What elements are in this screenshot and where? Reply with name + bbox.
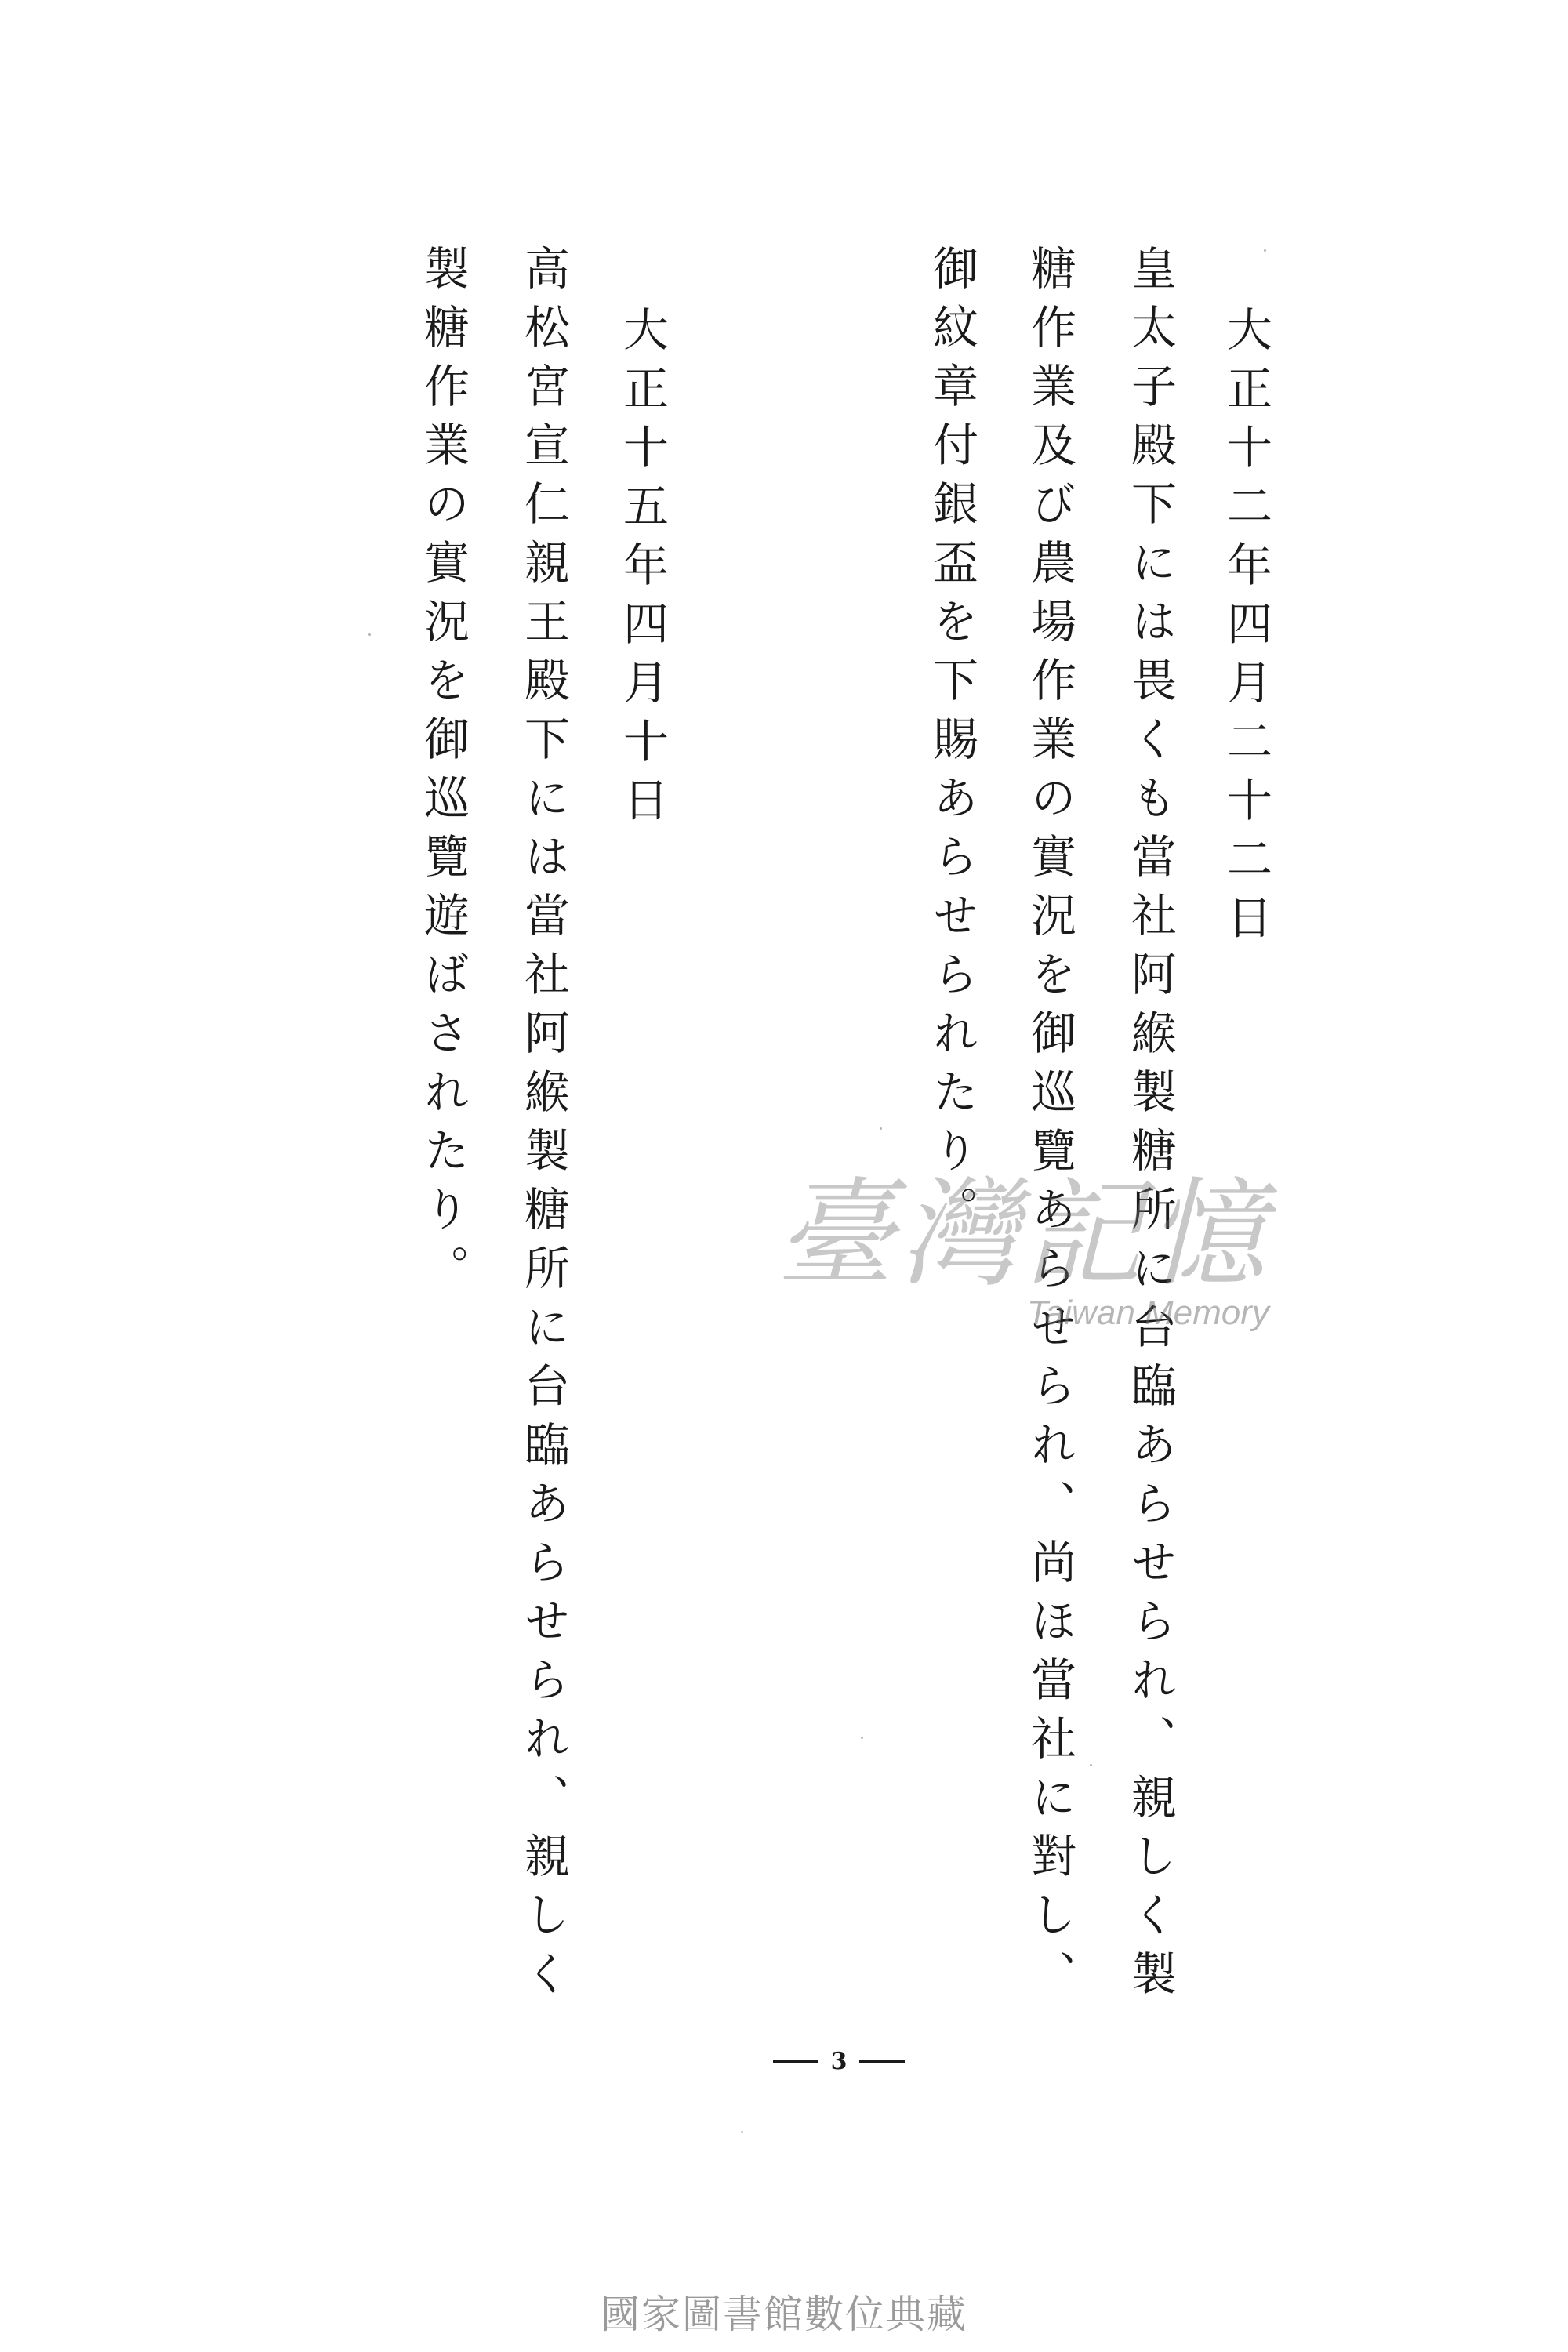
entry-1-text-line-1: 皇太子殿下には畏くも當社阿緱製糖所に台臨あらせられ、親しく製 (1123, 245, 1177, 2009)
page-number (760, 2048, 917, 2075)
watermark-english: Taiwan Memory (1027, 1294, 1269, 1332)
scan-speck (741, 2131, 743, 2133)
scan-speck (880, 1127, 882, 1130)
page-number-value: 3 (830, 2048, 848, 2075)
scan-speck (1264, 249, 1266, 252)
page-number-dash-right (859, 2060, 905, 2063)
entry-1-text-line-3: 御紋章付銀盃を下賜あらせられたり。 (925, 245, 978, 1244)
scan-speck (368, 633, 371, 636)
scan-speck (861, 1737, 863, 1739)
entry-2-text-line-1: 高松宮宣仁親王殿下には當社阿緱製糖所に台臨あらせられ、親しく (517, 245, 570, 2009)
entry-1-date: 大正十二年四月二十二日 (1219, 306, 1272, 953)
entry-1-text-line-2: 糖作業及び農場作業の實況を御巡覽あらせられ、尚ほ當社に對し、 (1023, 245, 1076, 2009)
scan-speck (1090, 1764, 1092, 1766)
page-number-dash-left (773, 2060, 818, 2063)
entry-2-date: 大正十五年四月十日 (615, 306, 669, 835)
archive-footer: 國家圖書館數位典藏 (601, 2292, 967, 2337)
entry-2-text-line-2: 製糖作業の實況を御巡覽遊ばされたり。 (416, 245, 470, 1303)
watermark-chinese: 臺灣記憶 (776, 1167, 1272, 1303)
